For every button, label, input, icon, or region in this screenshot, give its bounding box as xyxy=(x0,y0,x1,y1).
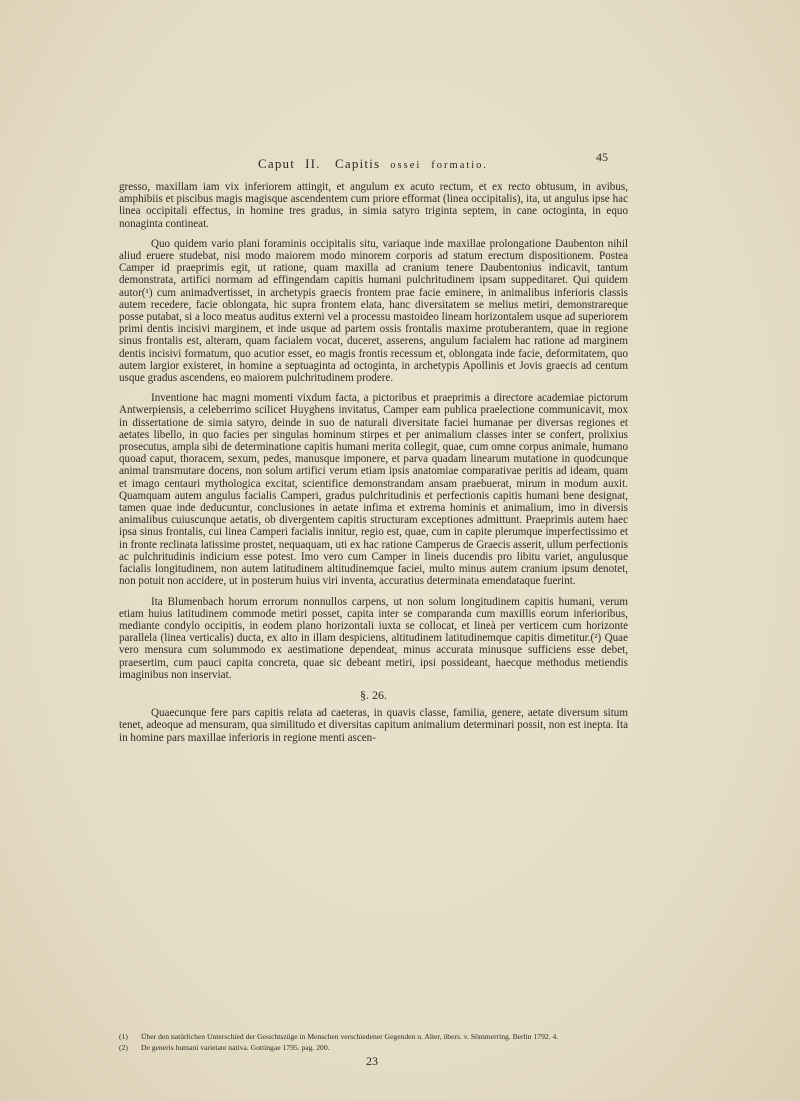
footnote-mark: (1) xyxy=(119,1032,128,1041)
header-caput: Caput xyxy=(258,156,296,171)
page-number: 45 xyxy=(596,150,608,164)
footnote-mark: (2) xyxy=(119,1042,128,1052)
printer-signature: 23 xyxy=(366,1054,378,1068)
paragraph: gresso, maxillam iam vix inferiorem attingit, et angulum ex acuto rectum, et ex recto obtusum, in avibus, amphibiis et piscibus magis magisque ascendentem cum priore efformat (linea occipitalis), ita, ut angulus ipse hac linea occipitali effectus, in homine tres gradus, in simia satyro triginta septem, in cane octoginta, in equo nonaginta contineat. xyxy=(119,181,628,230)
paragraph: Quo quidem vario plani foraminis occipitalis situ, variaque inde maxillae prolongatione Daubenton nihil aliud eruere studebat, nisi modo maiorem modo minorem corporis ad statum erectum dispositionem. Postea Camper id praeprimis egit, ut ratione, quam maxilla ad cranium tenere Daubentonius indicavit, tantum demonstrata, artifici normam ad effingendam capitis humani pulchritudinem ipsam suppeditaret. Qui quidem autor(¹) cum animadvertisset, in archetypis graecis frontem prae facie eminere, in animalibus inferioris classis autem recedere, facie oblongata, hic supra frontem elata, hanc diversitatem se melius metiri, demonstrareque posse putabat, si a loco meatus auditus externi vel a processu mastoideo lineam horizontalem usque ad superiorem primi dentis incisivi marginem, et inde usque ad partem ossis frontalis maxime protuberantem, quae in regione sinus frontalis est, alteram, quam facialem vocat, duceret, asserens, angulum facialem hac ratione ad marginem dentis incisivi formatum, quo acutior esset, eo magis frontis recessum et, oblongata inde facie, deformitatem, quo autem largior existeret, in homine a septuaginta ad octoginta, in archetypis Apollinis et Jovis graecis ad centum usque gradus ascendens, eo maiorem pulchritudinem prodere. xyxy=(119,237,628,385)
header-capitis: Capitis xyxy=(335,156,381,171)
body-text xyxy=(119,181,628,752)
footnote xyxy=(119,1043,649,1054)
paragraph: Quaecunque fere pars capitis relata ad caeteras, in quavis classe, familia, genere, aetate diversum situm tenet, adeoque ad mensuram, qua similitudo et diversitas capitum animalium determinari possit, non est inepta. Ita in homine pars maxillae inferioris in regione menti ascen- xyxy=(119,707,628,744)
footnotes xyxy=(119,1032,649,1053)
paragraph: Inventione hac magni momenti vixdum facta, a pictoribus et praeprimis a directore academiae pictorum Antwerpiensis, a celeberrimo scilicet Huyghens invitatus, Camper eam publica praelectione communicavit, mox in dissertatione de simia satyro, deinde in suo de naturali diversitate faciei humanae per diversas regiones et aetates libello, in quo facies per singulas hominum stirpes et per animalium classes inter se confert, prolixius prosecutus, ampla sibi de determinatione capitis humani merita collegit, quae, cum omne corpus animale, humano quoad caput, thoracem, sexum, pedes, manusque imponere, et parva quadam linearum mutatione in quodcunque animal transmutare docens, non solum artifici verum etiam ipsis anatomiae comparativae peritis ad ideam, quam et imago centauri mythologica excitat, scientifice demonstrandam ansam praebuerat, mirum in modum auxit. Quamquam autem angulus facialis Camperi, gradus pulchritudinis et perfectionis capitis humani bene designat, tamen quae inde deducuntur, conclusiones in aetate infima et extrema hominis et animalium, imo in diversis animalibus cuiuscunque aetatis, ob divergentem capitis structuram exceptiones admittunt. Praeprimis autem haec ipsa sinus frontalis, cui linea Camperi facialis innitur, regio est, quae, cum in capite plerumque imperfectissimo et in fronte reclinata latissime prostet, nequaquam, uti ex hac ratione Camperus de Graecis asserit, ullum perfectionis ac pulchritudinis indicium esse potest. Imo vero cum Camper in lineis ducendis pro libitu variet, angulusque facialis longitudinem, non autem latitudinem altitudinemque faciei, multo minus autem cranium ipsum denotet, non potuit non accidere, ut in posterum huius viri inventa, accuratius determinata emendataque fuerint. xyxy=(119,392,628,588)
header-chapter-number: II. xyxy=(305,156,321,171)
footnote-text: Über den natürlichen Unterschied der Gesichtszüge in Menschen verschiedener Gegenden u. Alter, übers. v. Sömmerring. Berlin 1792. 4. xyxy=(141,1032,559,1041)
section-heading: §. 26. xyxy=(360,687,387,702)
header-formatio: formatio. xyxy=(431,160,489,171)
paragraph: Ita Blumenbach horum errorum nonnullos carpens, ut non solum longitudinem capitis humani, verum etiam huius latitudinem commode metiri posset, capita inter se comparanda cum maxillis eorum inferioribus, mediante condylo occipitis, in eodem plano horizontali iuxta se collocat, et lineà per verticem cum horizonte parallela (linea verticalis) ducta, ex alto in illam despiciens, altitudinem latitudinemque capitis dimetitur.(²) Quae vero mensura cum solummodo ex aestimatione dependeat, minus accurata minusque sufficiens esse debet, praesertim, cum pauci capita concreta, quae sic debeant metiri, ipsi possideant, haecque methodus metiendis imaginibus non inserviat. xyxy=(119,595,628,681)
footnote xyxy=(119,1032,649,1043)
footnote-text: De generis humani varietate nativa. Gottingae 1795. pag. 200. xyxy=(141,1042,330,1052)
header-ossei: ossei xyxy=(390,160,422,171)
